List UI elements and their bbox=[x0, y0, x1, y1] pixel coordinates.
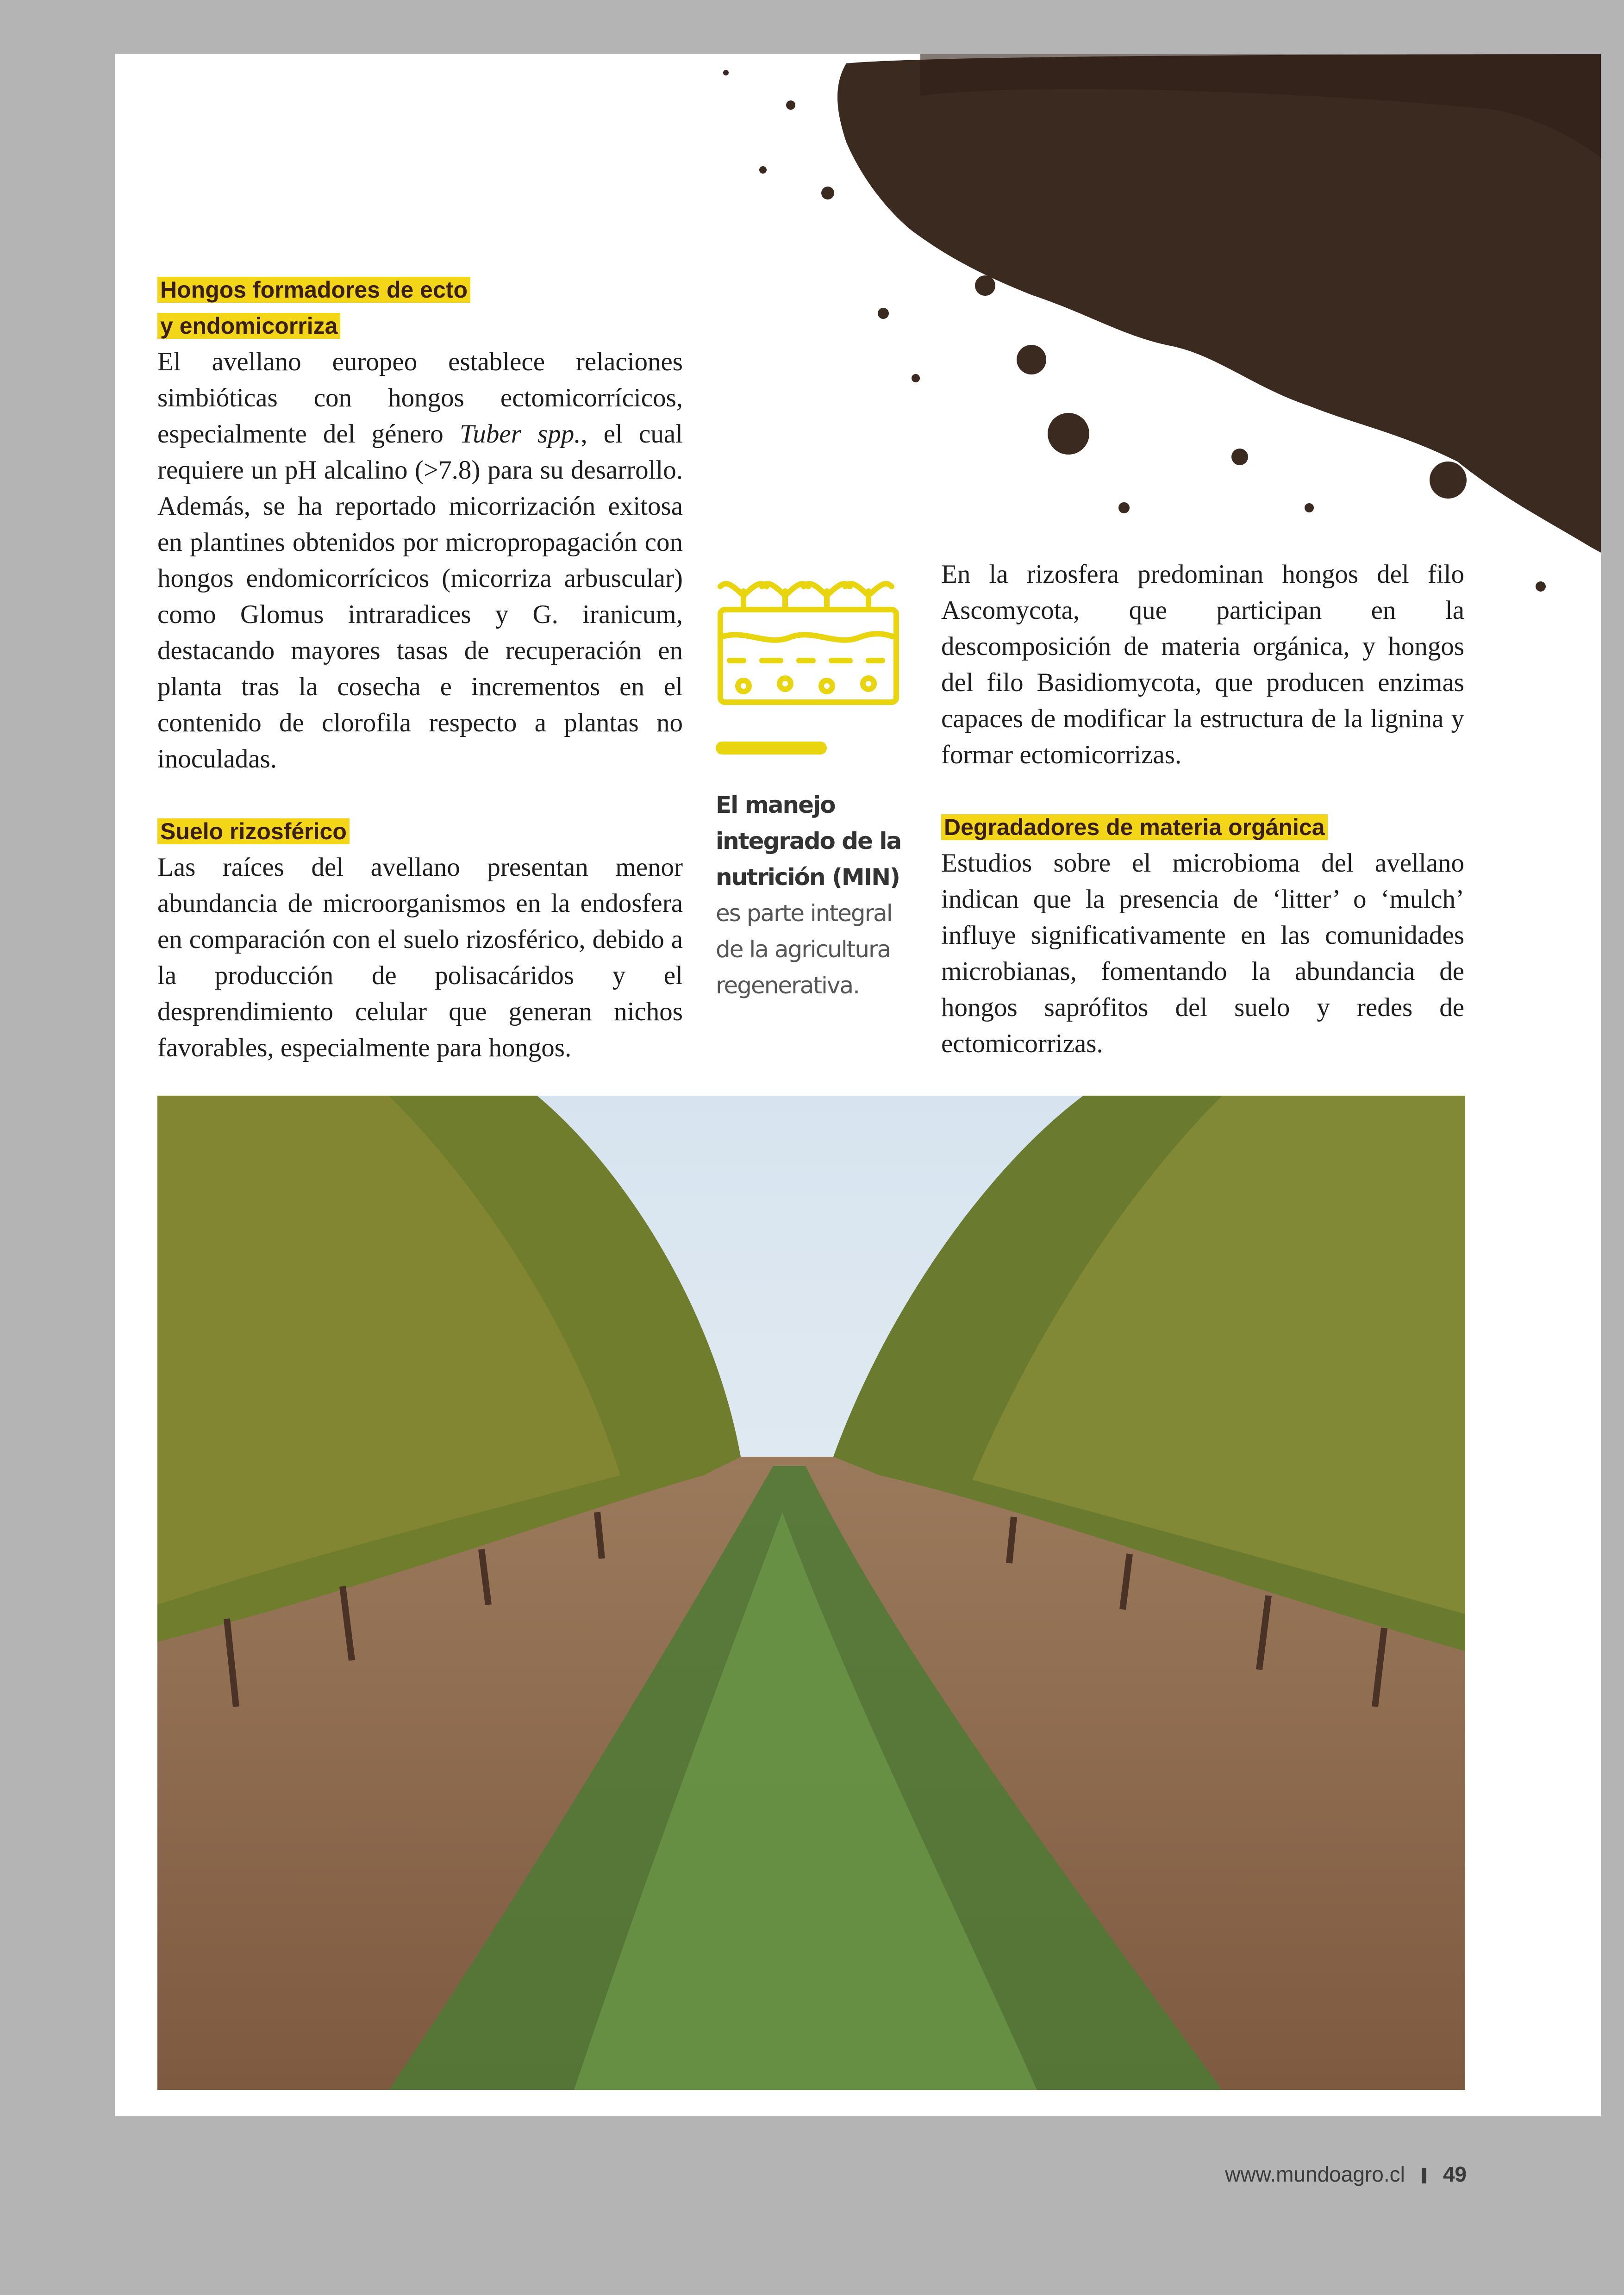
page-footer bbox=[1225, 2162, 1467, 2187]
paragraph-part: El avellano europeo establece relaciones simbióticas con hongos ectomicorrícicos, especialmente del género bbox=[157, 347, 683, 449]
heading-text: Suelo rizosférico bbox=[157, 818, 350, 844]
heading-line-1: Hongos formadores de ecto bbox=[157, 277, 470, 303]
callout-text bbox=[716, 787, 915, 1004]
soil-layers-icon bbox=[716, 573, 901, 707]
hazelnut-orchard-photo bbox=[157, 1096, 1465, 2090]
heading-suelo-rizosferico bbox=[157, 813, 683, 849]
magazine-page bbox=[115, 54, 1601, 2116]
paragraph-microbioma: Estudios sobre el microbioma del avellano indican que la presencia de ‘litter’ o ‘mulch’ influye significativamente en las comunidades microbianas, fomentando la abundancia de hongos saprófitos del suelo y redes de ectomicorrizas. bbox=[941, 848, 1464, 1058]
paragraph-suelo-rizosferico: Las raíces del avellano presentan menor abundancia de microorganismos en la endosfera en comparación con el suelo rizosférico, debido a la producción de polisacáridos y el desprendimiento celular que generan nichos favorables, especialmente para hongos. bbox=[157, 853, 683, 1062]
paragraph-part: , el cual requiere un pH alcalino (>7.8) para su desarrollo. Además, se ha reportado micorrización exitosa en plantines obtenidos por micropropagación con hongos endomicorrícicos (micorriza arbuscular) como Glomus intraradices y G. iranicum, destacando mayores tasas de recuperación en planta tras la cosecha e incrementos en el contenido de clorofila respecto a plantas no inoculadas. bbox=[157, 419, 683, 773]
sidebar-callout bbox=[716, 573, 915, 1004]
heading-ecto-endomicorriza bbox=[157, 272, 683, 344]
heading-line-2: y endomicorriza bbox=[157, 313, 340, 339]
left-column bbox=[157, 272, 683, 1066]
heading-degradadores bbox=[941, 809, 1464, 845]
page-number: 49 bbox=[1443, 2162, 1467, 2186]
paragraph-ecto-endomicorriza bbox=[157, 344, 683, 777]
species-name: Tuber spp. bbox=[459, 419, 581, 449]
right-column bbox=[941, 556, 1464, 1062]
callout-rest: es parte integral de la agricultura regenerativa. bbox=[716, 900, 892, 999]
paragraph-rizosfera: En la rizosfera predominan hongos del filo Ascomycota, que participan en la descomposición de materia orgánica, y hongos del filo Basidiomycota, que producen enzimas capaces de modificar la estructura de la lignina y formar ectomicorrizas. bbox=[941, 560, 1464, 769]
footer-separator bbox=[1422, 2168, 1426, 2183]
website-link[interactable]: www.mundoagro.cl bbox=[1225, 2162, 1405, 2186]
accent-bar bbox=[716, 742, 827, 755]
heading-text: Degradadores de materia orgánica bbox=[941, 814, 1328, 840]
callout-bold: El manejo integrado de la nutrición (MIN) bbox=[716, 792, 901, 891]
